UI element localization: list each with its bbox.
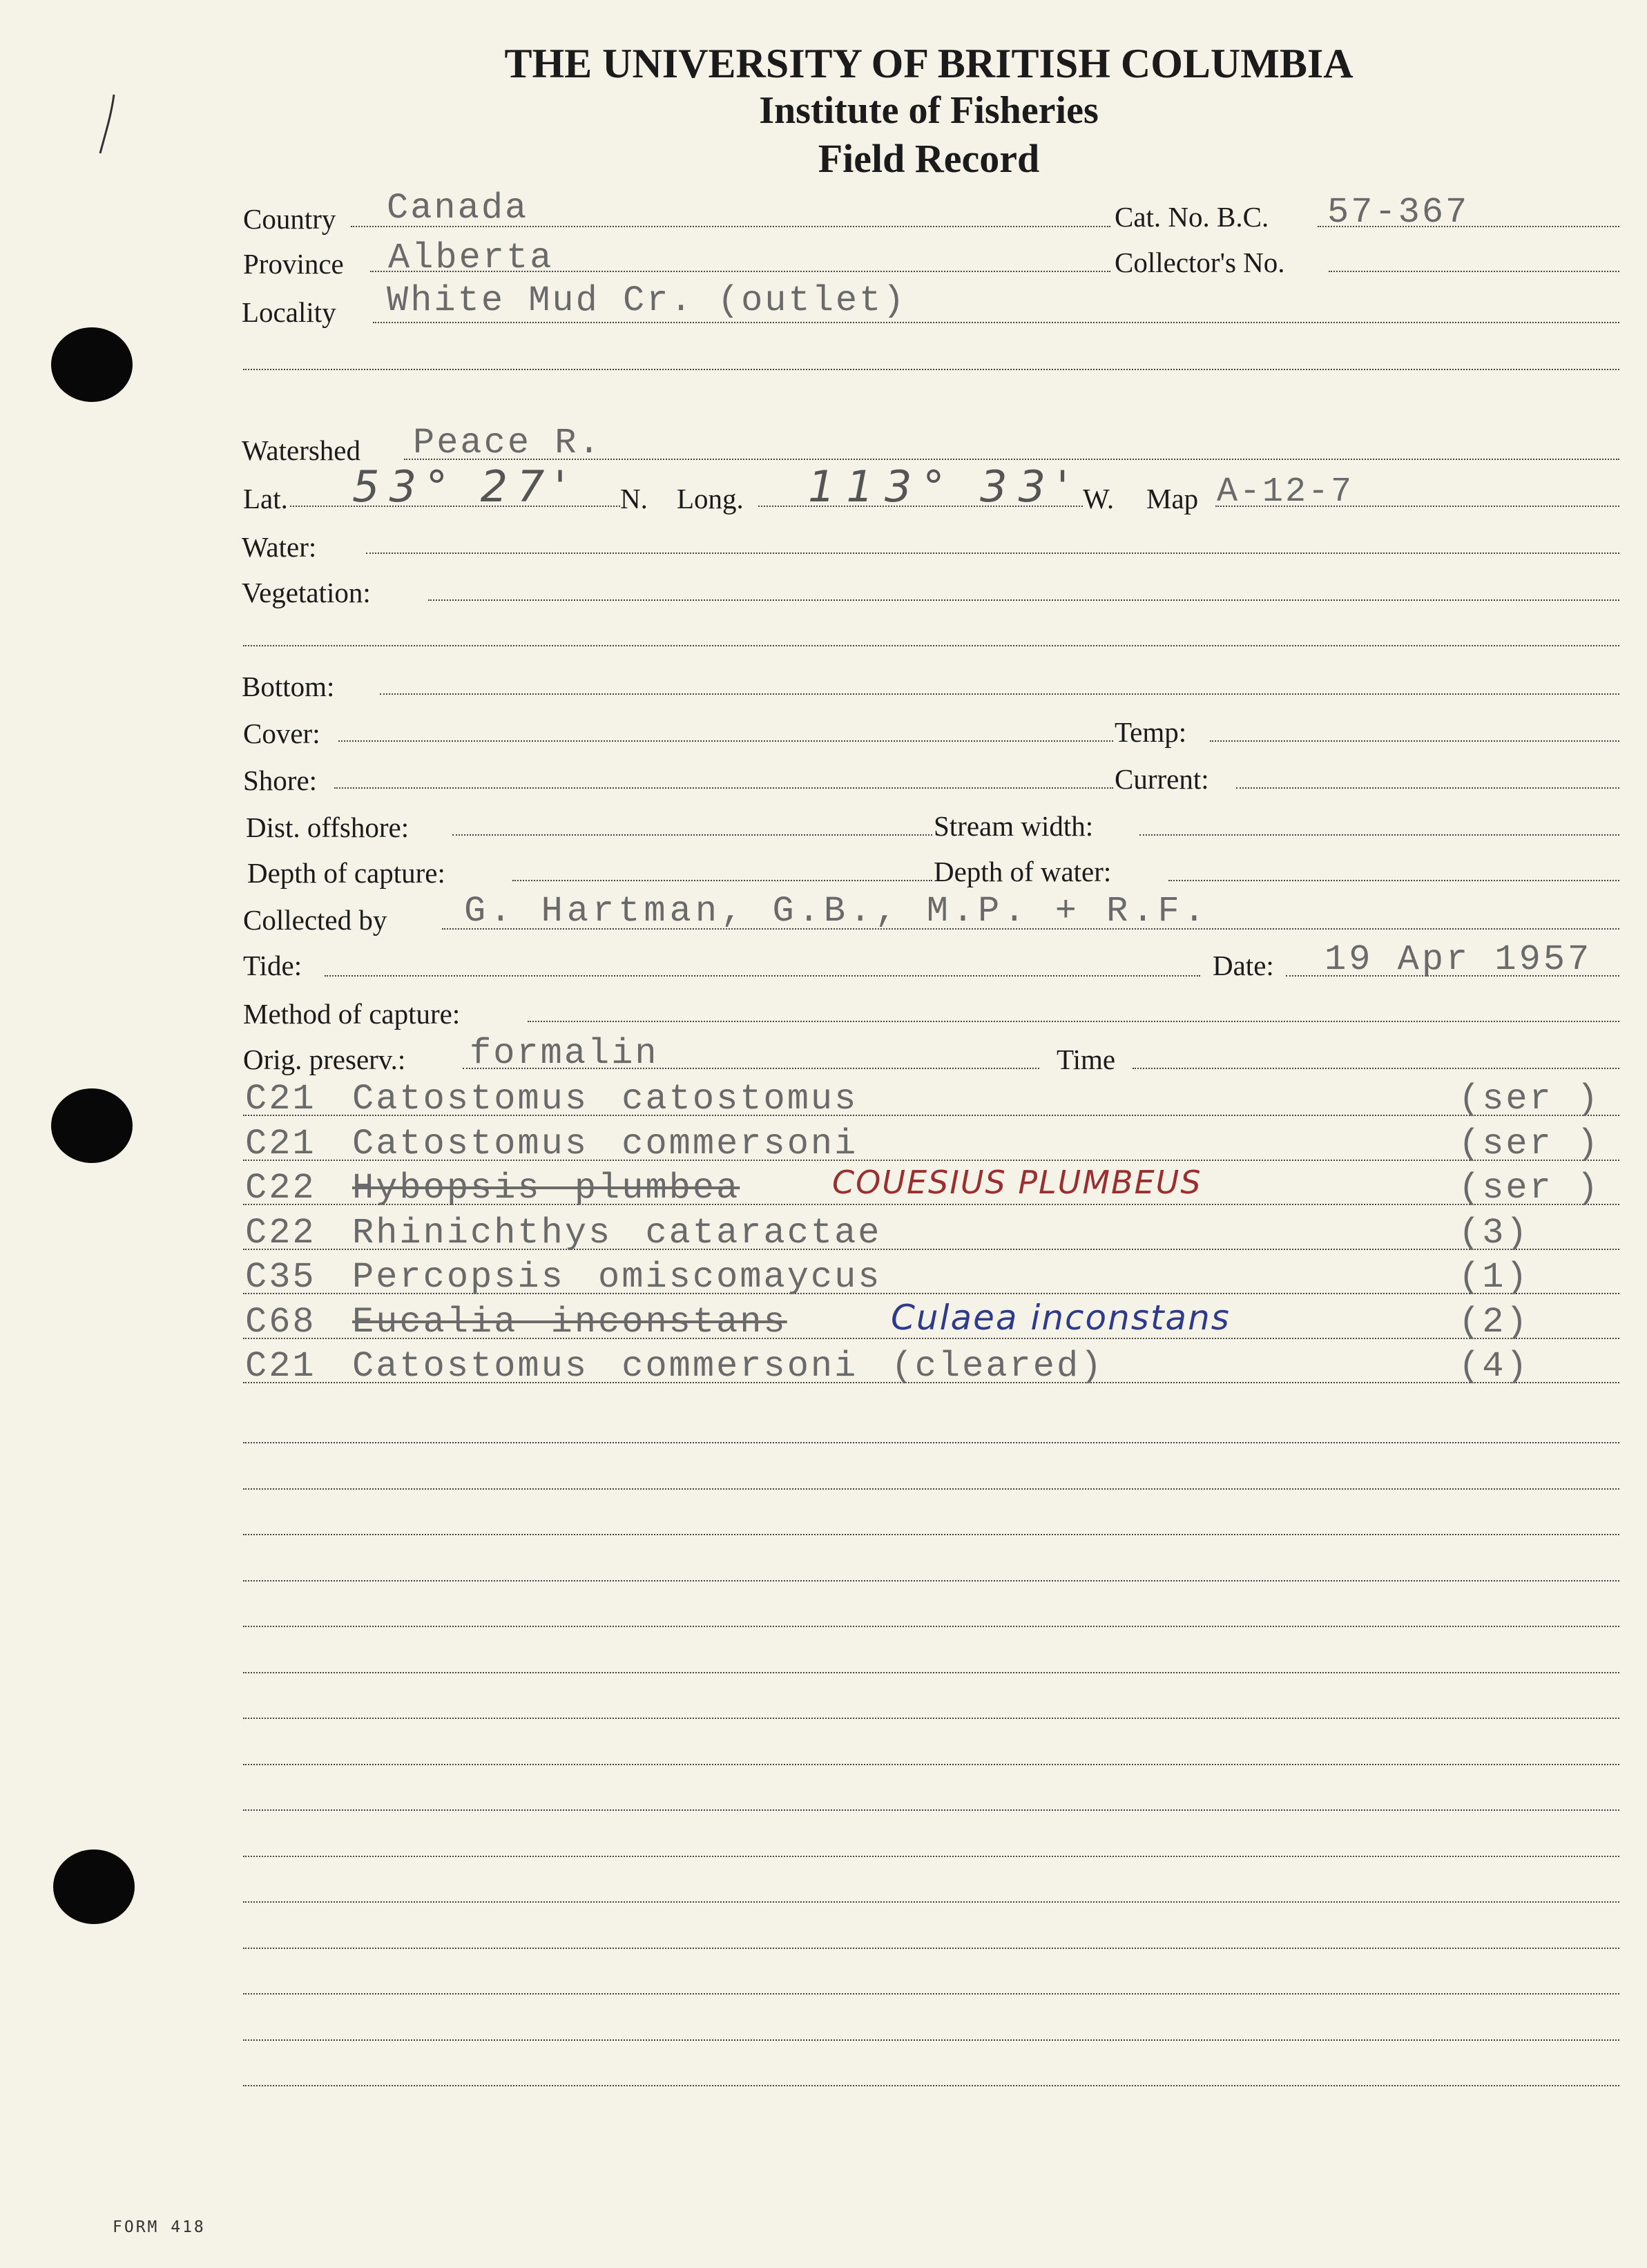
province-value: Alberta — [388, 238, 554, 278]
specimen-count: (4) — [1458, 1346, 1530, 1387]
specimen-count: (3) — [1458, 1212, 1530, 1253]
specimen-code: C21 — [245, 1123, 316, 1164]
ruled-line — [243, 1534, 1619, 1535]
ruled-line — [243, 1488, 1619, 1490]
record-title: Field Record — [818, 136, 1040, 181]
ruled-line — [243, 1856, 1619, 1857]
specimen-code: C22 — [245, 1168, 316, 1209]
locality-line-2 — [243, 369, 1619, 370]
map-value: A-12-7 — [1217, 472, 1354, 512]
time-line — [1133, 1068, 1619, 1069]
current-label: Current: — [1115, 763, 1209, 795]
watershed-value: Peace R. — [413, 423, 602, 463]
cover-line — [338, 740, 1113, 742]
shore-label: Shore: — [243, 765, 318, 796]
tide-line — [325, 975, 1200, 977]
bottom-label: Bottom: — [242, 671, 335, 702]
ruled-line — [243, 1809, 1619, 1811]
specimen-name: Percopsis omiscomaycus — [352, 1257, 882, 1298]
specimen-name: Eucalia inconstans — [352, 1301, 787, 1343]
specimen-annotation: COUESIUS PLUMBEUS — [832, 1164, 1202, 1201]
depth-water-line — [1168, 880, 1619, 881]
shore-line — [334, 787, 1113, 789]
locality-line-1 — [373, 322, 1619, 323]
vegetation-line-2 — [243, 645, 1619, 646]
specimen-annotation: Culaea inconstans — [891, 1297, 1231, 1338]
cat-no-value: 57-367 — [1327, 192, 1470, 233]
specimen-code: C22 — [245, 1212, 316, 1253]
punch-hole-top — [51, 327, 133, 402]
specimen-name: Catostomus catostomus — [352, 1079, 858, 1119]
depth-water-label: Depth of water: — [934, 856, 1112, 887]
punch-hole-bottom — [53, 1849, 135, 1924]
method-label: Method of capture: — [243, 998, 461, 1030]
ruled-line — [243, 2039, 1619, 2041]
specimen-code: C68 — [245, 1301, 316, 1343]
specimen-count: (ser ) — [1458, 1123, 1601, 1164]
ruled-line — [243, 1948, 1619, 1949]
watershed-label: Watershed — [242, 434, 361, 466]
lat-label: Lat. — [243, 483, 288, 515]
stream-width-line — [1139, 834, 1619, 836]
ruled-line — [243, 1580, 1619, 1582]
ruled-line — [243, 1672, 1619, 1673]
specimen-count: (2) — [1458, 1301, 1530, 1343]
specimen-name: Hybopsis plumbea — [352, 1168, 740, 1209]
specimen-code: C35 — [245, 1257, 316, 1298]
dist-offshore-line — [452, 834, 932, 836]
ruled-line — [243, 1764, 1619, 1765]
ruled-line — [243, 1442, 1619, 1443]
water-label: Water: — [242, 531, 317, 563]
form-number: FORM 418 — [113, 2218, 206, 2236]
collector-no-label: Collector's No. — [1115, 247, 1285, 278]
cat-no-label: Cat. No. B.C. — [1115, 201, 1269, 233]
collector-no-line — [1329, 271, 1619, 272]
collected-by-label: Collected by — [243, 904, 387, 936]
vegetation-label: Vegetation: — [242, 577, 371, 608]
country-label: Country — [243, 203, 336, 235]
date-value: 19 Apr 1957 — [1325, 939, 1592, 980]
institution-title: THE UNIVERSITY OF BRITISH COLUMBIA — [504, 41, 1354, 86]
specimen-code: C21 — [245, 1346, 316, 1387]
collected-by-value: G. Hartman, G.B., M.P. + R.F. — [464, 891, 1209, 932]
map-label: Map — [1146, 483, 1199, 515]
dist-offshore-label: Dist. offshore: — [246, 811, 410, 843]
cover-label: Cover: — [243, 718, 320, 749]
preserv-value: formalin — [470, 1033, 659, 1074]
current-line — [1236, 787, 1619, 789]
country-value: Canada — [387, 188, 529, 229]
punch-hole-middle — [51, 1088, 133, 1163]
specimen-count: (1) — [1458, 1257, 1530, 1298]
depth-capture-label: Depth of capture: — [247, 857, 445, 889]
temp-label: Temp: — [1115, 716, 1187, 748]
w-label: W. — [1083, 483, 1115, 515]
method-line — [528, 1021, 1619, 1022]
long-value: 113° 33' — [808, 461, 1079, 512]
specimen-name: Catostomus commersoni (cleared) — [352, 1346, 1104, 1387]
tide-label: Tide: — [243, 950, 302, 981]
long-label: Long. — [677, 483, 744, 515]
specimen-count: (ser ) — [1458, 1168, 1601, 1209]
temp-line — [1210, 740, 1619, 742]
specimen-name: Rhinichthys cataractae — [352, 1212, 882, 1253]
ruled-line — [243, 1626, 1619, 1627]
lat-value: 53° 27' — [352, 461, 576, 512]
specimen-code: C21 — [245, 1079, 316, 1119]
stream-width-label: Stream width: — [934, 810, 1094, 842]
ruled-line — [243, 1993, 1619, 1995]
preserv-label: Orig. preserv.: — [243, 1044, 406, 1075]
ruled-line — [243, 1718, 1619, 1719]
locality-value: White Mud Cr. (outlet) — [387, 280, 907, 321]
water-line — [366, 552, 1619, 554]
depth-capture-line — [512, 880, 932, 881]
n-label: N. — [620, 483, 648, 515]
bottom-line — [380, 693, 1619, 695]
specimen-count: (ser ) — [1458, 1079, 1601, 1119]
ruled-line — [243, 2085, 1619, 2086]
time-label: Time — [1057, 1044, 1116, 1075]
locality-label: Locality — [242, 296, 336, 328]
institute-subtitle: Institute of Fisheries — [759, 89, 1099, 132]
specimen-name: Catostomus commersoni — [352, 1123, 858, 1164]
province-label: Province — [243, 248, 344, 280]
ruled-line — [243, 1901, 1619, 1903]
date-label: Date: — [1213, 950, 1274, 981]
vegetation-line-1 — [428, 599, 1619, 601]
